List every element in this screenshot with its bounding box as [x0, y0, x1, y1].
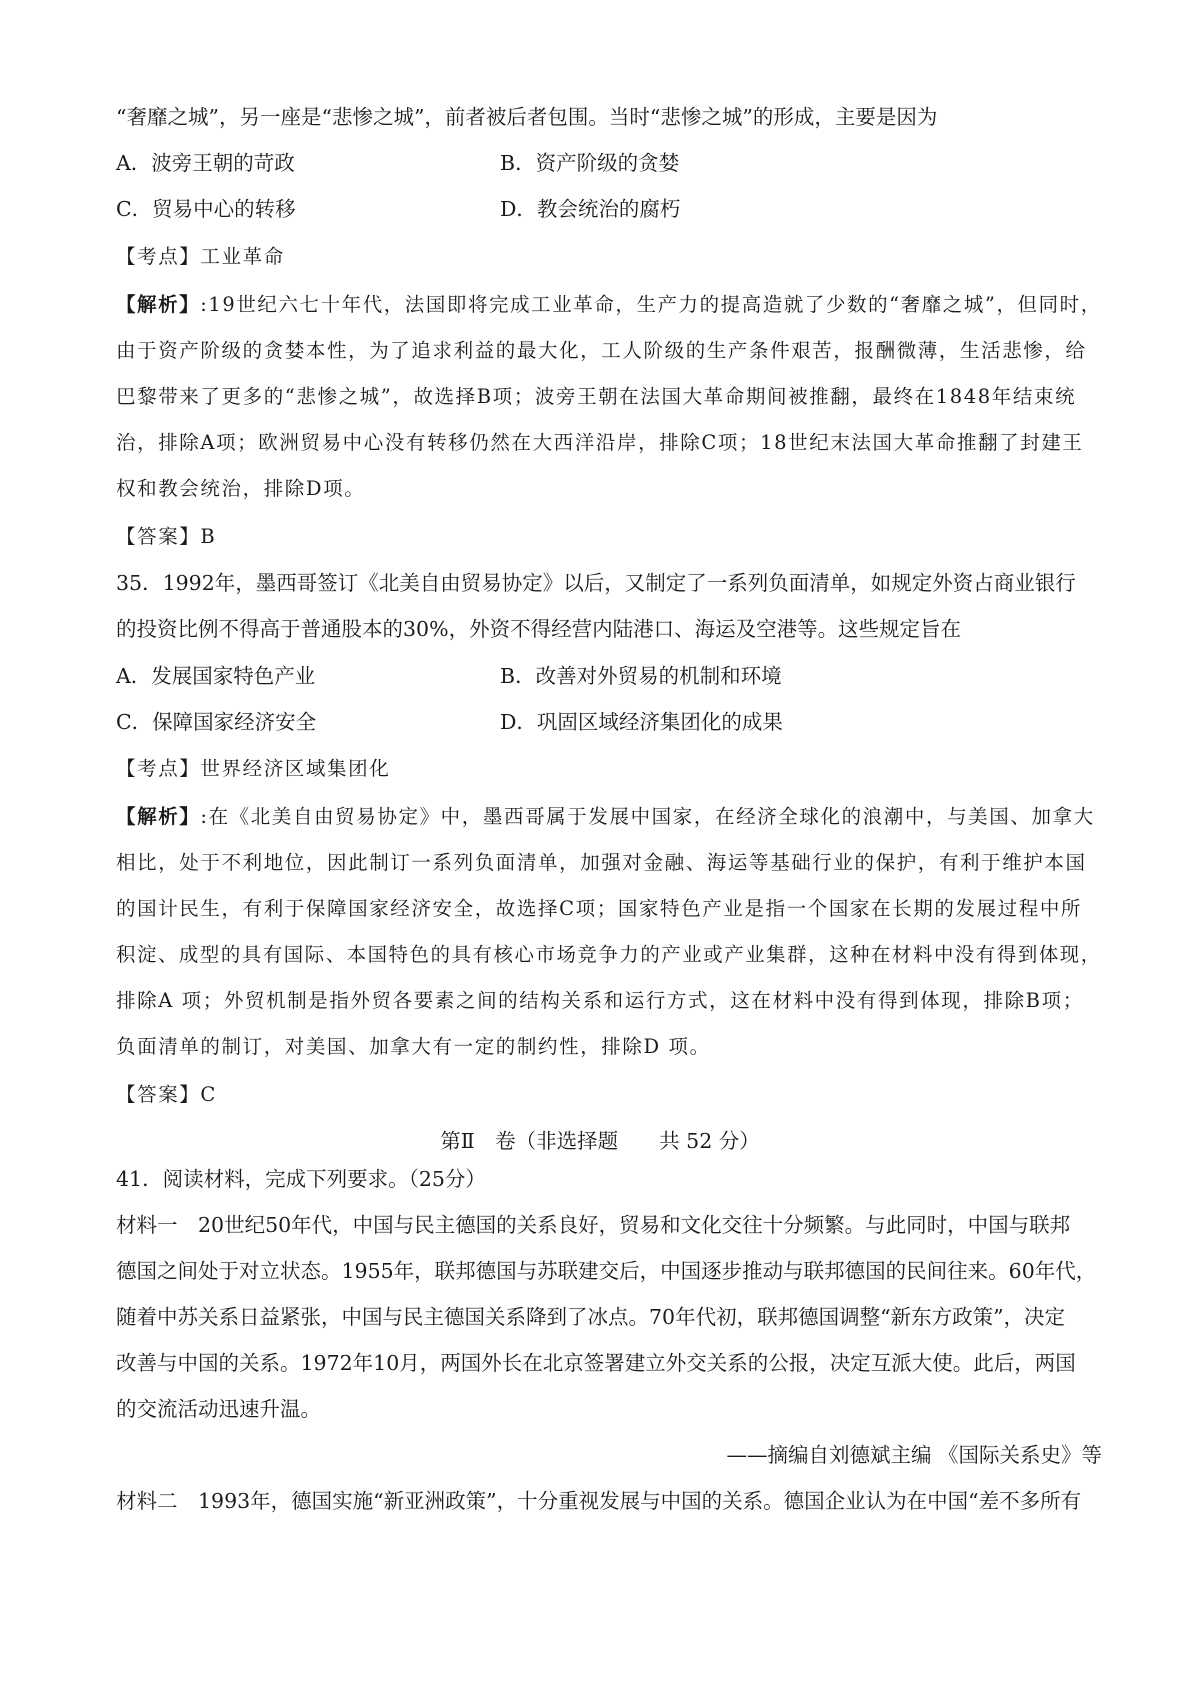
- q35-stem-line-2: 的投资比例不得高于普通股本的30%，外资不得经营内陆港口、海运及空港等。这些规定旨在: [116, 617, 962, 641]
- q35-answer: [116, 1080, 1102, 1110]
- q34-stem: “奢靡之城”，另一座是“悲惨之城”，前者被后者包围。当时“悲惨之城”的形成，主要是因为: [116, 105, 938, 129]
- q34-option-a: A．波旁王朝的苛政: [116, 151, 295, 175]
- q34-answer-value: B: [200, 525, 217, 548]
- section-title: 第Ⅱ 卷（非选择题 共 52 分）: [440, 1129, 760, 1153]
- q34-kaodian-label: 【考点】: [116, 245, 201, 268]
- q35-option-d: D．巩固区域经济集团化的成果: [500, 710, 783, 734]
- q34-jiexi-label: 【解析】: [116, 293, 201, 316]
- q34-answer: [116, 522, 1102, 552]
- q41-material1-line-5: 的交流活动迅速升温。: [116, 1397, 321, 1421]
- q34-answer-label: 【答案】: [116, 525, 201, 548]
- q34-jiexi-line-3: 巴黎带来了更多的“悲惨之城”，故选择B项；波旁王朝在法国大革命期间被推翻，最终在1848年结束统: [116, 385, 1077, 408]
- q34-jiexi-line-2: 由于资产阶级的贪婪本性，为了追求利益的最大化，工人阶级的生产条件艰苦，报酬微薄，生活悲惨，给: [116, 339, 1087, 362]
- q34-option-d: D．教会统治的腐朽: [500, 197, 681, 221]
- q35-jiexi-line-1: [116, 802, 1102, 832]
- q41-material1-line-1: 材料一 20世纪50年代，中国与民主德国的关系良好，贸易和文化交往十分频繁。与此同时，中国与联邦: [116, 1213, 1071, 1237]
- q34-kaodian-text: 工业革命: [200, 245, 285, 268]
- q34-jiexi-line-1: [116, 290, 1102, 320]
- q35-answer-label: 【答案】: [116, 1083, 201, 1106]
- q35-option-a: A．发展国家特色产业: [116, 664, 316, 688]
- q35-kaodian-text: 世界经济区域集团化: [200, 757, 391, 780]
- q41-stem: 41．阅读材料，完成下列要求。（25分）: [116, 1167, 486, 1191]
- q34-option-c: C．贸易中心的转移: [116, 197, 296, 221]
- q35-jiexi-line-3: 的国计民生，有利于保障国家经济安全，故选择C项；国家特色产业是指一个国家在长期的发展过程中所: [116, 897, 1083, 920]
- q35-jiexi-line-4: 积淀、成型的具有国际、本国特色的具有核心市场竞争力的产业或产业集群，这种在材料中没有得到体现，: [116, 943, 1102, 966]
- q35-jiexi-line-5: 排除A 项；外贸机制是指外贸各要素之间的结构关系和运行方式，这在材料中没有得到体现，排除B项；: [116, 989, 1084, 1012]
- q35-kaodian-label: 【考点】: [116, 757, 201, 780]
- q41-material1-line-2: 德国之间处于对立状态。1955年，联邦德国与苏联建交后，中国逐步推动与联邦德国的民间往来。60年代，: [116, 1259, 1097, 1283]
- q41-material1-line-4: 改善与中国的关系。1972年10月，两国外长在北京签署建立外交关系的公报，决定互派大使。此后，两国: [116, 1351, 1076, 1375]
- q35-option-c: C．保障国家经济安全: [116, 710, 317, 734]
- q34-kaodian: [116, 242, 1102, 272]
- q34-jiexi-line-5: 权和教会统治，排除D项。: [116, 477, 366, 500]
- q35-answer-value: C: [200, 1083, 217, 1106]
- q35-stem-line-1: 35．1992年，墨西哥签订《北美自由贸易协定》以后，又制定了一系列负面清单，如规定外资占商业银行: [116, 571, 1076, 595]
- q35-jiexi-line-2: 相比，处于不利地位，因此制订一系列负面清单，加强对金融、海运等基础行业的保护，有利于维护本国: [116, 851, 1087, 874]
- q35-kaodian: [116, 754, 1102, 784]
- q35-jiexi-line-6: 负面清单的制订，对美国、加拿大有一定的制约性，排除D 项。: [116, 1035, 711, 1058]
- q35-option-b: B．改善对外贸易的机制和环境: [500, 664, 782, 688]
- q35-jiexi-text-1: :在《北美自由贸易协定》中，墨西哥属于发展中国家，在经济全球化的浪潮中，与美国、加拿大: [200, 805, 1095, 828]
- q41-material1-line-3: 随着中苏关系日益紧张，中国与民主德国关系降到了冰点。70年代初，联邦德国调整“新东方政策”，决定: [116, 1305, 1066, 1329]
- q41-material1-source: ——摘编自刘德斌主编 《国际关系史》等: [726, 1443, 1102, 1467]
- q34-option-b: B．资产阶级的贪婪: [500, 151, 680, 175]
- q35-jiexi-label: 【解析】: [116, 805, 201, 828]
- q34-jiexi-text-1: :19世纪六七十年代，法国即将完成工业革命，生产力的提高造就了少数的“奢靡之城”，但同时，: [200, 293, 1102, 316]
- q34-jiexi-line-4: 治，排除A项；欧洲贸易中心没有转移仍然在大西洋沿岸，排除C项；18世纪末法国大革命推翻了封建王: [116, 431, 1084, 454]
- q41-material2-line-1: 材料二 1993年，德国实施“新亚洲政策”，十分重视发展与中国的关系。德国企业认为在中国“差不多所有: [116, 1489, 1082, 1513]
